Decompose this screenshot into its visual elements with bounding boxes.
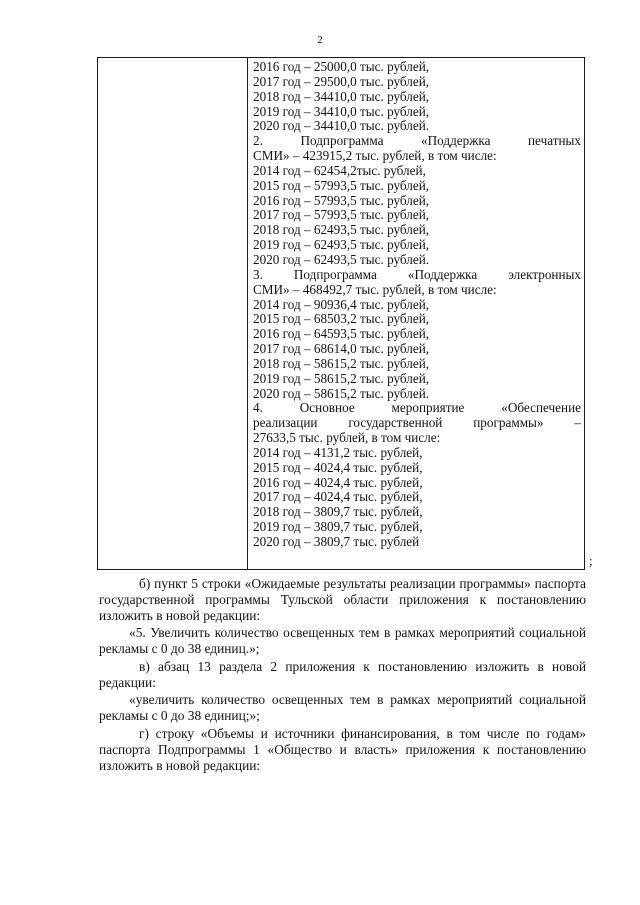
financing-line: 2018 год – 62493,5 тыс. рублей, — [253, 222, 430, 238]
financing-line: 2019 год – 58615,2 тыс. рублей, — [253, 370, 430, 386]
financing-line: 27633,5 тыс. рублей, в том числе: — [253, 430, 441, 446]
instruction-paragraph: б) пункт 5 строки «Ожидаемые результаты реализации программы» паспорта государственной программы Тульской области приложения к постановлению изложить в новой редакции: — [99, 576, 586, 623]
financing-table-label-cell — [98, 58, 248, 569]
financing-line: 2019 год – 62493,5 тыс. рублей, — [253, 237, 430, 253]
page-number: 2 — [317, 34, 323, 46]
quoted-amendment-paragraph: «увеличить количество освещенных тем в рамках мероприятий социальной рекламы с 0 до 38 единиц;»; — [99, 692, 586, 724]
financing-line: 2015 год – 57993,5 тыс. рублей, — [253, 177, 430, 193]
financing-line: 2016 год – 64593,5 тыс. рублей, — [253, 326, 430, 342]
financing-line: 2017 год – 4024,4 тыс. рублей, — [253, 489, 423, 505]
financing-line: 2015 год – 4024,4 тыс. рублей, — [253, 459, 423, 475]
financing-line: 2020 год – 34410,0 тыс. рублей. — [253, 118, 430, 134]
financing-table — [97, 57, 585, 570]
financing-line: 3. Подпрограмма «Поддержка электронных — [253, 266, 581, 282]
financing-line: 2018 год – 58615,2 тыс. рублей, — [253, 355, 430, 371]
quoted-amendment-paragraph: «5. Увеличить количество освещенных тем в рамках мероприятий социальной рекламы с 0 до 38 единиц.»; — [99, 625, 586, 657]
financing-line: 2018 год – 3809,7 тыс. рублей, — [253, 504, 423, 520]
document-body — [99, 576, 586, 775]
financing-line: 2014 год – 62454,2тыс. рублей, — [253, 162, 426, 178]
financing-line: 2014 год – 4131,2 тыс. рублей, — [253, 444, 423, 460]
financing-table-value-cell — [248, 58, 584, 569]
financing-line: 2018 год – 34410,0 тыс. рублей, — [253, 88, 430, 104]
financing-line: 4. Основное мероприятие «Обеспечение — [253, 400, 581, 416]
financing-line: 2017 год – 68614,0 тыс. рублей, — [253, 341, 430, 357]
financing-line: 2020 год – 3809,7 тыс. рублей — [253, 534, 420, 549]
financing-line: 2016 год – 57993,5 тыс. рублей, — [253, 192, 430, 208]
financing-line: СМИ» – 468492,7 тыс. рублей, в том числе: — [253, 281, 497, 297]
financing-line: 2019 год – 34410,0 тыс. рублей, — [253, 103, 430, 119]
financing-line: 2020 год – 58615,2 тыс. рублей. — [253, 385, 430, 401]
financing-line: 2016 год – 25000,0 тыс. рублей, — [253, 59, 430, 74]
financing-line: 2017 год – 57993,5 тыс. рублей, — [253, 207, 430, 223]
financing-line: 2015 год – 68503,2 тыс. рублей, — [253, 311, 430, 327]
table-trailing-semicolon: ; — [589, 553, 593, 568]
financing-line: СМИ» – 423915,2 тыс. рублей, в том числе: — [253, 148, 497, 164]
financing-line: 2. Подпрограмма «Поддержка печатных — [253, 133, 581, 149]
instruction-paragraph: в) абзац 13 раздела 2 приложения к постановлению изложить в новой редакции: — [99, 658, 586, 690]
financing-line: реализации государственной программы» – — [253, 415, 581, 431]
financing-line: 2017 год – 29500,0 тыс. рублей, — [253, 73, 430, 89]
financing-line: 2014 год – 90936,4 тыс. рублей, — [253, 296, 430, 312]
financing-line: 2016 год – 4024,4 тыс. рублей, — [253, 474, 423, 490]
instruction-paragraph: г) строку «Объемы и источники финансирования, в том числе по годам» паспорта Подпрограммы 1 «Общество и власть» приложения к постановлению изложить в новой редакции: — [99, 725, 586, 773]
financing-line: 2019 год – 3809,7 тыс. рублей, — [253, 519, 423, 535]
financing-line: 2020 год – 62493,5 тыс. рублей. — [253, 251, 430, 267]
